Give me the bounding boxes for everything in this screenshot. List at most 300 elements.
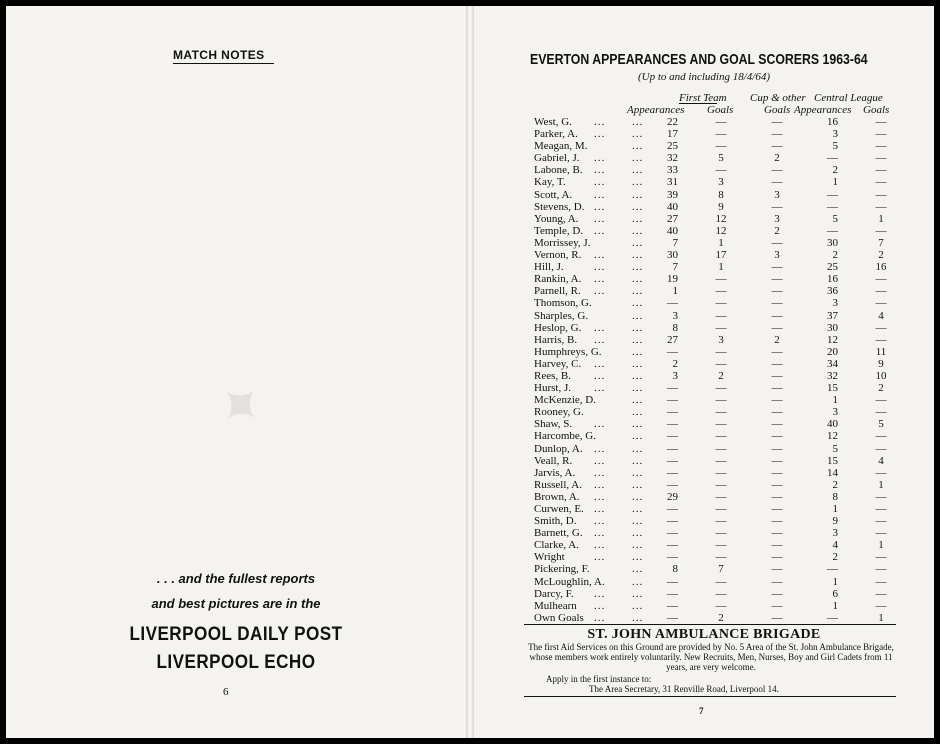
cell-goals: — xyxy=(715,515,727,528)
cell-app: — xyxy=(667,466,678,479)
cell-goals: — xyxy=(715,285,727,298)
cell-cl-app: 15 xyxy=(827,382,838,395)
cell-cl-goals: — xyxy=(875,321,887,334)
cell-dots1: ... xyxy=(594,551,606,564)
cell-cl-goals: 16 xyxy=(875,261,887,274)
cell-goals: 3 xyxy=(718,176,724,189)
cell-name: Barnett, G. xyxy=(534,527,583,540)
cell-cl-app: 4 xyxy=(832,539,838,552)
cell-cup: — xyxy=(771,527,783,540)
cell-cup: — xyxy=(771,273,783,286)
table-row xyxy=(474,539,934,551)
cell-app: 8 xyxy=(672,563,678,576)
st-john-body: The first Aid Services on this Ground are provided by No. 5 Area of the St. John Ambulance Brigade, whose members work entirely voluntarily. New Recruits, Men, Nurses, Boy and Girl Cadets from 11 years, are very welcome. xyxy=(528,642,894,672)
cell-name: Hill, J. xyxy=(534,261,564,274)
cell-name: Kay, T. xyxy=(534,176,566,189)
cell-name: Darcy, F. xyxy=(534,587,574,600)
book-gutter xyxy=(466,6,474,738)
cell-cup: — xyxy=(771,442,783,455)
cell-app: — xyxy=(667,394,678,407)
cell-app: 27 xyxy=(667,333,678,346)
cell-name: Mulhearn xyxy=(534,599,577,612)
cell-cup: — xyxy=(771,551,783,564)
cell-goals: — xyxy=(715,273,727,286)
table-row xyxy=(474,551,934,563)
cell-cl-app: 12 xyxy=(827,333,838,346)
cell-cup: — xyxy=(771,140,783,153)
table-row xyxy=(474,394,934,406)
right-page xyxy=(474,6,934,738)
cell-dots1: ... xyxy=(594,382,606,395)
cell-name: Sharples, G. xyxy=(534,309,589,322)
table-row xyxy=(474,491,934,503)
cell-cl-goals: 1 xyxy=(878,611,884,624)
header-cup-goals: Goals xyxy=(764,104,791,116)
cell-name: Clarke, A. xyxy=(534,539,579,552)
cell-goals: — xyxy=(715,382,727,395)
cell-goals: 2 xyxy=(718,611,724,624)
cell-cup: — xyxy=(771,599,783,612)
cell-dots1: ... xyxy=(594,587,606,600)
cell-name: Thomson, G. xyxy=(534,297,592,310)
table-row xyxy=(474,576,934,588)
cell-name: Rooney, G. xyxy=(534,406,584,419)
cell-cup: — xyxy=(771,345,783,358)
header-central-league: Central League xyxy=(814,92,883,104)
right-page-number: 7 xyxy=(699,706,704,716)
cell-cl-app: 2 xyxy=(832,249,838,262)
cell-dots1: ... xyxy=(594,128,606,141)
cell-cl-goals: 2 xyxy=(878,249,884,262)
cell-cl-goals: — xyxy=(875,527,887,540)
cell-cup: — xyxy=(771,321,783,334)
cell-app: 33 xyxy=(667,164,678,177)
cell-goals: 7 xyxy=(718,563,724,576)
table-row xyxy=(474,479,934,491)
cell-name: Morrissey, J. xyxy=(534,236,591,249)
cell-cl-app: 3 xyxy=(832,527,838,540)
cell-cl-goals: 7 xyxy=(878,236,884,249)
cell-app: 40 xyxy=(667,224,678,237)
cell-cl-goals: — xyxy=(875,503,887,515)
cell-name: West, G. xyxy=(534,116,572,128)
cell-name: Veall, R. xyxy=(534,454,573,467)
page-title: EVERTON APPEARANCES AND GOAL SCORERS 1963-64 xyxy=(530,51,868,68)
cell-name: Pickering, F. xyxy=(534,563,590,576)
cell-dots2: ... xyxy=(632,140,644,153)
cell-cup: — xyxy=(771,406,783,419)
cell-cup: — xyxy=(771,382,783,395)
cell-name: Smith, D. xyxy=(534,515,577,528)
cell-name: Gabriel, J. xyxy=(534,152,580,165)
cell-dots1: ... xyxy=(594,333,606,346)
cell-cl-goals: 1 xyxy=(878,539,884,552)
cell-cl-app: — xyxy=(827,188,838,201)
cell-cup: — xyxy=(771,128,783,141)
header-first-team: First Team xyxy=(679,92,727,104)
cell-dots2: ... xyxy=(632,599,644,612)
cell-cl-app: 25 xyxy=(827,261,838,274)
cell-app: 7 xyxy=(672,236,678,249)
cell-cl-app: 8 xyxy=(832,490,838,503)
cell-cl-goals: — xyxy=(875,285,887,298)
cell-app: 19 xyxy=(667,273,678,286)
cell-app: — xyxy=(667,430,678,443)
cell-dots1: ... xyxy=(594,249,606,262)
cell-cl-app: — xyxy=(827,200,838,213)
cell-dots2: ... xyxy=(632,176,644,189)
table-row xyxy=(474,563,934,575)
table-row xyxy=(474,176,934,188)
cell-cl-app: 9 xyxy=(832,515,838,528)
cell-cl-app: — xyxy=(827,152,838,165)
cell-dots2: ... xyxy=(632,418,644,431)
cell-app: — xyxy=(667,503,678,515)
cell-cl-goals: — xyxy=(875,466,887,479)
cell-dots1: ... xyxy=(594,442,606,455)
cell-cup: — xyxy=(771,478,783,491)
cell-goals: — xyxy=(715,503,727,515)
table-row xyxy=(474,527,934,539)
cell-name: Jarvis, A. xyxy=(534,466,576,479)
table-row xyxy=(474,418,934,430)
cell-goals: 8 xyxy=(718,188,724,201)
cell-dots2: ... xyxy=(632,394,644,407)
cell-app: — xyxy=(667,527,678,540)
cell-goals: — xyxy=(715,587,727,600)
match-notes-heading: MATCH NOTES xyxy=(173,48,265,62)
cell-cl-app: 5 xyxy=(832,212,838,225)
cell-dots1: ... xyxy=(594,527,606,540)
header-cl-goals: Goals xyxy=(863,104,890,116)
cell-cl-app: 6 xyxy=(832,587,838,600)
newspaper-daily-post: LIVERPOOL DAILY POST xyxy=(129,624,343,645)
cell-dots2: ... xyxy=(632,357,644,370)
table-row xyxy=(474,334,934,346)
cell-cup: — xyxy=(771,116,783,128)
st-john-title: ST. JOHN AMBULANCE BRIGADE xyxy=(587,627,821,642)
cell-dots2: ... xyxy=(632,382,644,395)
cell-app: 7 xyxy=(672,261,678,274)
cell-cup: — xyxy=(771,369,783,382)
newspaper-echo: LIVERPOOL ECHO xyxy=(156,652,316,673)
cell-dots1: ... xyxy=(594,152,606,165)
cell-cl-app: 3 xyxy=(832,406,838,419)
cell-cl-goals: 2 xyxy=(878,382,884,395)
cell-cup: — xyxy=(771,164,783,177)
cell-app: 30 xyxy=(667,249,678,262)
cell-cup: — xyxy=(771,490,783,503)
cell-cl-app: 2 xyxy=(832,551,838,564)
cell-cl-goals: — xyxy=(875,587,887,600)
st-john-bottom-rule xyxy=(524,696,896,697)
cell-name: Scott, A. xyxy=(534,188,573,201)
cell-cl-app: 1 xyxy=(832,176,838,189)
cell-cl-app: 1 xyxy=(832,503,838,515)
cell-name: Harvey, C. xyxy=(534,357,582,370)
promo-line-2: and best pictures are in the xyxy=(151,596,321,611)
cell-dots2: ... xyxy=(632,297,644,310)
cell-dots2: ... xyxy=(632,430,644,443)
cell-cl-app: 1 xyxy=(832,599,838,612)
cell-cup: — xyxy=(771,394,783,407)
cell-dots2: ... xyxy=(632,575,644,588)
cell-name: Meagan, M. xyxy=(534,140,588,153)
table-row xyxy=(474,189,934,201)
table-row xyxy=(474,213,934,225)
cell-name: Vernon, R. xyxy=(534,249,582,262)
cell-dots1: ... xyxy=(594,321,606,334)
cell-goals: — xyxy=(715,357,727,370)
cell-goals: 1 xyxy=(718,236,724,249)
cell-cl-goals: — xyxy=(875,224,887,237)
cell-cl-goals: — xyxy=(875,140,887,153)
table-row xyxy=(474,588,934,600)
cell-goals: — xyxy=(715,116,727,128)
st-john-address: The Area Secretary, 31 Renville Road, Liverpool 14. xyxy=(589,684,779,694)
table-row xyxy=(474,382,934,394)
cell-cl-goals: 1 xyxy=(878,478,884,491)
table-row xyxy=(474,467,934,479)
cell-dots1: ... xyxy=(594,454,606,467)
cell-cup: — xyxy=(771,418,783,431)
cell-name: Rankin, A. xyxy=(534,273,582,286)
cell-dots2: ... xyxy=(632,333,644,346)
cell-dots1: ... xyxy=(594,261,606,274)
cell-name: Parker, A. xyxy=(534,128,578,141)
cell-dots1: ... xyxy=(594,224,606,237)
table-row xyxy=(474,152,934,164)
cell-goals: — xyxy=(715,551,727,564)
cell-app: 29 xyxy=(667,490,678,503)
cell-cup: — xyxy=(771,261,783,274)
cell-app: — xyxy=(667,611,678,624)
cell-dots2: ... xyxy=(632,503,644,515)
cell-cup: 3 xyxy=(774,188,780,201)
table-row xyxy=(474,370,934,382)
cell-dots1: ... xyxy=(594,273,606,286)
cell-dots2: ... xyxy=(632,152,644,165)
cell-cl-goals: 9 xyxy=(878,357,884,370)
cell-cl-goals: 4 xyxy=(878,309,884,322)
cell-cl-app: 20 xyxy=(827,345,838,358)
cell-cup: — xyxy=(771,454,783,467)
cell-app: — xyxy=(667,478,678,491)
table-row xyxy=(474,430,934,442)
cell-cl-app: 15 xyxy=(827,454,838,467)
cell-cup: — xyxy=(771,539,783,552)
cell-cl-app: 3 xyxy=(832,297,838,310)
cell-goals: — xyxy=(715,442,727,455)
cell-app: 17 xyxy=(667,128,678,141)
cell-cl-app: 40 xyxy=(827,418,838,431)
header-cl-appearances: Appearances xyxy=(794,104,852,116)
table-row xyxy=(474,201,934,213)
st-john-apply: Apply in the first instance to: xyxy=(546,674,652,684)
cell-dots1: ... xyxy=(594,212,606,225)
cell-name: Hurst, J. xyxy=(534,382,571,395)
cell-cl-goals: — xyxy=(875,406,887,419)
header-goals: Goals xyxy=(707,104,734,116)
table-row xyxy=(474,225,934,237)
cell-cl-goals: — xyxy=(875,563,887,576)
cell-cl-goals: — xyxy=(875,515,887,528)
cell-cl-app: 34 xyxy=(827,357,838,370)
cell-dots2: ... xyxy=(632,116,644,128)
cell-cup: — xyxy=(771,357,783,370)
cell-cup: — xyxy=(771,503,783,515)
cell-dots1: ... xyxy=(594,503,606,515)
cell-name: McKenzie, D. xyxy=(534,394,597,407)
cell-dots2: ... xyxy=(632,309,644,322)
cell-cl-app: 14 xyxy=(827,466,838,479)
cell-goals: 12 xyxy=(715,224,727,237)
cell-dots1: ... xyxy=(594,200,606,213)
cell-cl-goals: — xyxy=(875,442,887,455)
cell-cl-app: 37 xyxy=(827,309,838,322)
cell-goals: — xyxy=(715,128,727,141)
cell-dots2: ... xyxy=(632,188,644,201)
cell-dots2: ... xyxy=(632,224,644,237)
cell-cl-goals: — xyxy=(875,128,887,141)
table-row xyxy=(474,297,934,309)
cell-goals: — xyxy=(715,309,727,322)
cell-name: Brown, A. xyxy=(534,490,580,503)
cell-cup: — xyxy=(771,236,783,249)
cell-cup: — xyxy=(771,515,783,528)
cell-dots2: ... xyxy=(632,128,644,141)
cell-cl-goals: — xyxy=(875,273,887,286)
cell-cl-goals: — xyxy=(875,333,887,346)
cell-dots1: ... xyxy=(594,369,606,382)
cell-app: 32 xyxy=(667,152,678,165)
cell-dots2: ... xyxy=(632,454,644,467)
cell-app: 22 xyxy=(667,116,678,128)
cell-dots2: ... xyxy=(632,563,644,576)
cell-goals: — xyxy=(715,527,727,540)
cell-cup: 2 xyxy=(774,224,780,237)
cell-app: 3 xyxy=(672,369,678,382)
cell-goals: 3 xyxy=(718,333,724,346)
cell-app: — xyxy=(667,382,678,395)
cell-cl-goals: — xyxy=(875,116,887,128)
cell-dots2: ... xyxy=(632,466,644,479)
cell-cup: — xyxy=(771,309,783,322)
table-row xyxy=(474,285,934,297)
cell-app: 2 xyxy=(672,357,678,370)
cell-app: — xyxy=(667,406,678,419)
cell-dots2: ... xyxy=(632,164,644,177)
cell-cl-goals: — xyxy=(875,176,887,189)
cell-cl-app: 30 xyxy=(827,236,838,249)
cell-goals: — xyxy=(715,140,727,153)
cell-app: — xyxy=(667,515,678,528)
cell-goals: — xyxy=(715,418,727,431)
cell-cl-app: 1 xyxy=(832,575,838,588)
cell-goals: 2 xyxy=(718,369,724,382)
cell-name: Rees, B. xyxy=(534,369,571,382)
cell-goals: 9 xyxy=(718,200,724,213)
header-appearances: Appearances xyxy=(627,104,685,116)
table-row xyxy=(474,164,934,176)
cell-dots1: ... xyxy=(594,490,606,503)
cell-cl-goals: — xyxy=(875,200,887,213)
cell-name: Harris, B. xyxy=(534,333,578,346)
cell-dots2: ... xyxy=(632,478,644,491)
cell-dots2: ... xyxy=(632,587,644,600)
cell-dots2: ... xyxy=(632,212,644,225)
cell-cl-app: — xyxy=(827,563,838,576)
cell-cup: — xyxy=(771,563,783,576)
cell-dots2: ... xyxy=(632,527,644,540)
cell-dots1: ... xyxy=(594,357,606,370)
table-row xyxy=(474,455,934,467)
cell-cl-app: 12 xyxy=(827,430,838,443)
cell-dots2: ... xyxy=(632,539,644,552)
cell-cup: — xyxy=(771,430,783,443)
cell-dots1: ... xyxy=(594,539,606,552)
cell-name: Dunlop, A. xyxy=(534,442,583,455)
cell-app: — xyxy=(667,575,678,588)
cell-cup: — xyxy=(771,200,783,213)
cell-dots2: ... xyxy=(632,345,644,358)
cell-name: Labone, B. xyxy=(534,164,583,177)
cell-cl-goals: 4 xyxy=(878,454,884,467)
cell-dots2: ... xyxy=(632,490,644,503)
cell-cl-app: 36 xyxy=(827,285,838,298)
table-row xyxy=(474,249,934,261)
cell-dots2: ... xyxy=(632,236,644,249)
cell-app: — xyxy=(667,587,678,600)
cell-dots1: ... xyxy=(594,164,606,177)
cell-dots1: ... xyxy=(594,611,606,624)
cell-app: — xyxy=(667,539,678,552)
cell-goals: — xyxy=(715,321,727,334)
cell-app: 3 xyxy=(672,309,678,322)
cell-app: 27 xyxy=(667,212,678,225)
cell-name: Humphreys, G. xyxy=(534,345,602,358)
cell-cl-goals: 1 xyxy=(878,212,884,225)
table-row xyxy=(474,443,934,455)
cell-dots2: ... xyxy=(632,261,644,274)
cell-cl-app: 2 xyxy=(832,478,838,491)
table-row xyxy=(474,310,934,322)
cell-goals: — xyxy=(715,599,727,612)
cell-app: — xyxy=(667,454,678,467)
table-row xyxy=(474,346,934,358)
page-subtitle: (Up to and including 18/4/64) xyxy=(638,71,770,83)
cell-cl-goals: — xyxy=(875,188,887,201)
cell-cl-goals: — xyxy=(875,490,887,503)
cell-dots2: ... xyxy=(632,406,644,419)
cell-cup: — xyxy=(771,285,783,298)
cell-cl-goals: — xyxy=(875,394,887,407)
cell-goals: — xyxy=(715,490,727,503)
cell-goals: 12 xyxy=(715,212,727,225)
cell-goals: 1 xyxy=(718,261,724,274)
cell-app: — xyxy=(667,418,678,431)
cell-goals: — xyxy=(715,297,727,310)
cell-cl-app: 30 xyxy=(827,321,838,334)
cell-app: 25 xyxy=(667,140,678,153)
cell-cl-goals: 10 xyxy=(875,369,887,382)
table-row xyxy=(474,116,934,128)
cell-dots1: ... xyxy=(594,188,606,201)
table-row xyxy=(474,406,934,418)
cell-cup: — xyxy=(771,575,783,588)
cell-cl-goals: — xyxy=(875,164,887,177)
table-row xyxy=(474,358,934,370)
